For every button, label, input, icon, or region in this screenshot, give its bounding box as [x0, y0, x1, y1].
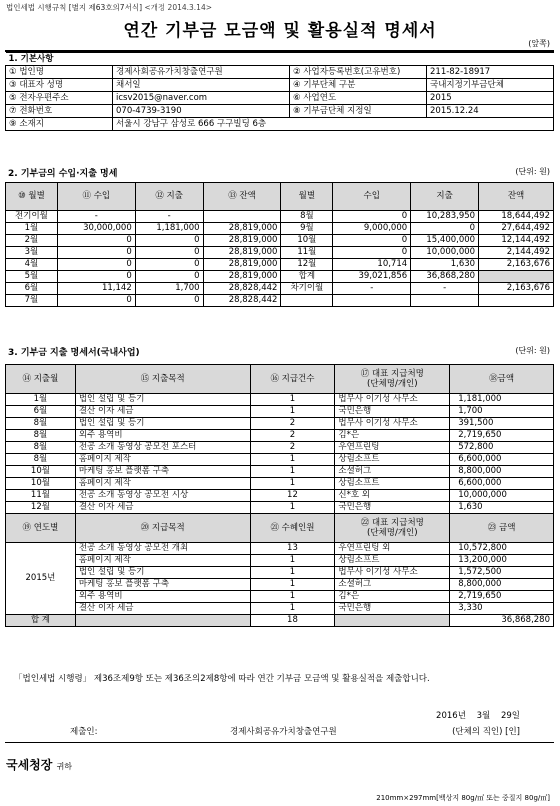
date-month: 3	[476, 711, 483, 721]
table-row	[6, 295, 554, 307]
col-month: ⑩ 월별	[6, 183, 58, 211]
expense-purpose: 결산 이자 세금	[75, 502, 250, 514]
field-num: ①	[9, 67, 17, 77]
table-row	[6, 283, 554, 295]
expense-cell: 0	[135, 295, 203, 307]
col-payee: ⑰ 대표 지급처명	[360, 369, 424, 379]
basic-heading: 1. 기본사항	[6, 53, 554, 66]
income-expense-table	[5, 182, 554, 307]
expense-cell: 1,700	[135, 283, 203, 295]
col-amount: ⑱금액	[450, 365, 554, 394]
month-cell: 전기이월	[6, 211, 58, 223]
expense-cell: 36,868,280	[411, 271, 479, 283]
field-label: 법인명	[19, 67, 44, 77]
date-day: 29	[500, 711, 512, 721]
table-row	[6, 502, 554, 514]
divider-bottom	[5, 742, 554, 743]
expense-cell: 0	[135, 271, 203, 283]
expense-count: 2	[250, 418, 335, 430]
table-row	[6, 442, 554, 454]
expense-purpose: 외주 용역비	[75, 430, 250, 442]
address-label: 소재지	[19, 119, 44, 129]
income-cell: 11,142	[57, 283, 135, 295]
table-row	[6, 555, 554, 567]
yearly-payee: 국민은행	[335, 603, 450, 615]
table-row	[6, 490, 554, 502]
balance-cell: 28,828,442	[203, 283, 281, 295]
table-row	[6, 579, 554, 591]
table-row	[6, 454, 554, 466]
expense-amount: 1,181,000	[450, 394, 554, 406]
expense-payee: 김*은	[335, 430, 450, 442]
yearly-purpose: 마케팅 홍보 플랫폼 구축	[75, 579, 250, 591]
expense-purpose: 결산 이자 세금	[75, 406, 250, 418]
month-cell: 3월	[6, 247, 58, 259]
basic-row	[6, 66, 554, 79]
yearly-count: 1	[250, 579, 335, 591]
total-label: 합 계	[6, 615, 76, 627]
expense-amount: 6,600,000	[450, 478, 554, 490]
page-side-label: (앞쪽)	[528, 39, 550, 48]
month-cell: 12월	[281, 259, 333, 271]
balance-cell: 28,819,000	[203, 223, 281, 235]
month-cell: 5월	[6, 271, 58, 283]
balance-cell: 28,819,000	[203, 247, 281, 259]
declaration-text: 「법인세법 시행령」 제36조제9항 또는 제36조의2제8항에 따라 연간 기부금 모금액 및 활용실적을 제출합니다.	[14, 674, 430, 684]
table-row	[6, 591, 554, 603]
col-month2: 월별	[281, 183, 333, 211]
expense-purpose: 마케팅 홍보 플랫폼 구축	[75, 466, 250, 478]
expense-month: 8월	[6, 454, 76, 466]
balance-cell: 28,819,000	[203, 259, 281, 271]
field-label: 대표자 성명	[19, 80, 64, 90]
table-row	[6, 223, 554, 235]
expense-count: 2	[250, 430, 335, 442]
field-label: 사업자등록번호(고유번호)	[303, 67, 401, 77]
yearly-amount: 10,572,800	[450, 543, 554, 555]
yearly-amount: 2,719,650	[450, 591, 554, 603]
expense-payee: 국민은행	[335, 406, 450, 418]
expense-count: 1	[250, 394, 335, 406]
income-cell: -	[333, 283, 411, 295]
expense-payee: 법무사 이기성 사무소	[335, 394, 450, 406]
field-value: 2015.12.24	[427, 105, 554, 118]
expense-month: 8월	[6, 430, 76, 442]
expense-amount: 1,700	[450, 406, 554, 418]
yearly-purpose: 법인 설립 및 등기	[75, 567, 250, 579]
table-row	[6, 603, 554, 615]
total-count: 18	[250, 615, 335, 627]
field-value: 국내지정기부금단체	[427, 79, 554, 92]
field-num: ④	[293, 80, 301, 90]
yearly-payee: 우연프린팅 외	[335, 543, 450, 555]
basic-info-table	[5, 52, 554, 131]
expense-cell: 10,000,000	[411, 247, 479, 259]
income-cell: 0	[333, 247, 411, 259]
field-label: 사업연도	[303, 93, 337, 103]
expense-amount: 10,000,000	[450, 490, 554, 502]
col-purpose2: ⑳ 지급목적	[75, 514, 250, 543]
col-beneficiaries: ㉑ 수혜인원	[250, 514, 335, 543]
field-value: 211-82-18917	[427, 66, 554, 79]
col-payee-sub: (단체명/개인)	[367, 379, 418, 389]
month-cell: 7월	[6, 295, 58, 307]
table-row	[6, 406, 554, 418]
income-cell: 0	[57, 247, 135, 259]
income-cell: 0	[57, 259, 135, 271]
income-cell: 39,021,856	[333, 271, 411, 283]
income-cell: 10,714	[333, 259, 411, 271]
expense-cell: 10,283,950	[411, 211, 479, 223]
table-row	[6, 543, 554, 555]
col-income2: 수입	[333, 183, 411, 211]
field-label: 전자우편주소	[19, 93, 69, 103]
col-expense-month: ⑭ 지출월	[6, 365, 76, 394]
table-row	[6, 271, 554, 283]
col-payee2-sub: (단체명/개인)	[367, 528, 418, 538]
month-cell: 4월	[6, 259, 58, 271]
col-balance2: 잔액	[479, 183, 554, 211]
yearly-payee: 김*은	[335, 591, 450, 603]
date-year-unit: 년	[457, 711, 466, 721]
expense-month: 12월	[6, 502, 76, 514]
yearly-amount: 13,200,000	[450, 555, 554, 567]
income-cell: 0	[333, 235, 411, 247]
expense-cell: 0	[411, 223, 479, 235]
month-cell: 6월	[6, 283, 58, 295]
income-cell: 0	[57, 235, 135, 247]
yearly-count: 13	[250, 543, 335, 555]
expense-cell: -	[135, 211, 203, 223]
expense-count: 1	[250, 466, 335, 478]
address-num: ⑨	[9, 119, 17, 129]
expense-cell: 1,630	[411, 259, 479, 271]
table-row	[6, 259, 554, 271]
table-row	[6, 394, 554, 406]
income-cell: 0	[333, 211, 411, 223]
expense-month: 11월	[6, 490, 76, 502]
date-year: 2016	[436, 711, 458, 721]
month-cell: 11월	[281, 247, 333, 259]
expense-month: 1월	[6, 394, 76, 406]
expense-cell: 0	[135, 259, 203, 271]
expense-count: 1	[250, 502, 335, 514]
yearly-purpose: 외주 용역비	[75, 591, 250, 603]
yearly-count: 1	[250, 591, 335, 603]
seal-label: (단체의 직인) [인]	[452, 727, 520, 737]
basic-row	[6, 105, 554, 118]
expense-month: 10월	[6, 478, 76, 490]
yearly-payee: 상림소프트	[335, 555, 450, 567]
balance-cell: 28,819,000	[203, 271, 281, 283]
expense-month: 6월	[6, 406, 76, 418]
total-row	[6, 615, 554, 627]
expense-purpose: 법인 설립 및 등기	[75, 394, 250, 406]
field-label: 전화번호	[19, 106, 53, 116]
income-cell: -	[57, 211, 135, 223]
col-expense: ⑫ 지출	[135, 183, 203, 211]
income-cell: 30,000,000	[57, 223, 135, 235]
yearly-purpose: 전공 소개 동영상 공모전 개최	[75, 543, 250, 555]
recipient-suffix: 귀하	[56, 762, 73, 771]
yearly-amount: 8,800,000	[450, 579, 554, 591]
balance-cell	[203, 211, 281, 223]
income-cell: 0	[57, 295, 135, 307]
income-cell: 0	[57, 271, 135, 283]
field-label: 기부단체 구분	[303, 80, 356, 90]
table-row	[6, 211, 554, 223]
basic-row	[6, 92, 554, 105]
regulation-text: 법인세법 시행규칙 [별지 제63호의7서식]	[6, 3, 142, 12]
expense-purpose: 홈페이지 제작	[75, 454, 250, 466]
balance-cell: 2,163,676	[479, 259, 554, 271]
yearly-amount: 3,330	[450, 603, 554, 615]
form-header	[6, 2, 212, 13]
expense-count: 2	[250, 442, 335, 454]
expense-cell: 15,400,000	[411, 235, 479, 247]
section2-unit: (단위: 원)	[515, 167, 550, 176]
month-cell: 합계	[281, 271, 333, 283]
expense-month: 8월	[6, 418, 76, 430]
table-row	[6, 235, 554, 247]
table-row	[6, 466, 554, 478]
expense-payee: 국민은행	[335, 502, 450, 514]
expense-payee: 소셜허그	[335, 466, 450, 478]
recipient-name: 국세청장	[6, 758, 53, 772]
field-num: ⑧	[293, 106, 301, 116]
balance-cell: 27,644,492	[479, 223, 554, 235]
date-month-unit: 월	[482, 711, 491, 721]
expense-amount: 1,630	[450, 502, 554, 514]
expense-payee: 우연프린팅	[335, 442, 450, 454]
col-balance: ⑬ 잔액	[203, 183, 281, 211]
year-cell: 2015년	[6, 543, 76, 615]
table-row	[6, 430, 554, 442]
month-cell: 1월	[6, 223, 58, 235]
col-income: ⑪ 수입	[57, 183, 135, 211]
balance-cell	[479, 271, 554, 283]
col-amount2: ㉓ 금액	[450, 514, 554, 543]
field-num: ②	[293, 67, 301, 77]
balance-cell: 12,144,492	[479, 235, 554, 247]
col-year: ⑲ 연도별	[6, 514, 76, 543]
field-label: 기부금단체 지정일	[303, 106, 372, 116]
address-value: 서울시 강남구 삼성로 666 구구빌딩 6층	[113, 118, 554, 131]
paper-spec: 210mm×297mm[백상지 80g/㎡ 또는 중질지 80g/㎡]	[376, 794, 550, 802]
yearly-count: 1	[250, 555, 335, 567]
yearly-purpose: 결산 이자 세금	[75, 603, 250, 615]
section3-unit: (단위: 원)	[515, 346, 550, 355]
expense-cell: -	[411, 283, 479, 295]
field-value: 채서일	[113, 79, 290, 92]
table-row	[6, 418, 554, 430]
month-cell: 8월	[281, 211, 333, 223]
section3-heading: 3. 기부금 지출 명세서(국내사업)	[8, 348, 140, 358]
expense-cell: 1,181,000	[135, 223, 203, 235]
yearly-purpose: 홈페이지 제작	[75, 555, 250, 567]
col-count: ⑯ 지급건수	[250, 365, 335, 394]
expense-purpose: 전공 소개 동영상 공모전 포스터	[75, 442, 250, 454]
total-amount: 36,868,280	[450, 615, 554, 627]
expense-cell: 0	[135, 235, 203, 247]
section2-heading: 2. 기부금의 수입·지출 명세	[8, 169, 118, 179]
revision-text: <개정 2014.3.14>	[144, 3, 213, 12]
document-title: 연간 기부금 모금액 및 활용실적 명세서	[123, 21, 437, 41]
expense-count: 1	[250, 454, 335, 466]
field-num: ③	[9, 80, 17, 90]
field-value: 2015	[427, 92, 554, 105]
expense-purpose: 홈페이지 제작	[75, 478, 250, 490]
expense-payee: 상림소프트	[335, 478, 450, 490]
expense-count: 12	[250, 490, 335, 502]
yearly-amount: 1,572,500	[450, 567, 554, 579]
month-cell: 9월	[281, 223, 333, 235]
balance-cell: 18,644,492	[479, 211, 554, 223]
submission-date	[436, 709, 520, 721]
expense-payee: 법무사 이기성 사무소	[335, 418, 450, 430]
table-row	[6, 247, 554, 259]
expense-cell: 0	[135, 247, 203, 259]
table-row	[6, 478, 554, 490]
expense-payee: 신*호 외	[335, 490, 450, 502]
recipient	[6, 756, 72, 773]
expense-month: 8월	[6, 442, 76, 454]
field-value: 경제사회공유가치창출연구원	[113, 66, 290, 79]
address-row	[6, 118, 554, 131]
table-row	[6, 567, 554, 579]
field-num: ⑦	[9, 106, 17, 116]
expense-amount: 572,800	[450, 442, 554, 454]
expense-payee: 상림소프트	[335, 454, 450, 466]
field-num: ⑥	[293, 93, 301, 103]
month-cell: 10월	[281, 235, 333, 247]
expense-count: 1	[250, 478, 335, 490]
col-expense2: 지출	[411, 183, 479, 211]
expense-month: 10월	[6, 466, 76, 478]
applicant-name: 경제사회공유가치창출연구원	[230, 727, 337, 737]
yearly-payee: 법무사 이기성 사무소	[335, 567, 450, 579]
expense-purpose: 전공 소개 동영상 공모전 시상	[75, 490, 250, 502]
yearly-count: 1	[250, 603, 335, 615]
month-cell: 차기이월	[281, 283, 333, 295]
expense-purpose: 법인 설립 및 등기	[75, 418, 250, 430]
field-value: icsv2015@naver.com	[113, 92, 290, 105]
col-payee2: ㉒ 대표 지급처명	[360, 518, 424, 528]
expense-amount: 391,500	[450, 418, 554, 430]
balance-cell: 2,163,676	[479, 283, 554, 295]
field-num: ⑤	[9, 93, 17, 103]
expense-count: 1	[250, 406, 335, 418]
balance-cell: 28,819,000	[203, 235, 281, 247]
yearly-count: 1	[250, 567, 335, 579]
income-cell: 9,000,000	[333, 223, 411, 235]
month-cell: 2월	[6, 235, 58, 247]
date-day-unit: 일	[511, 711, 520, 721]
applicant-label: 제출인:	[70, 727, 98, 737]
expense-amount: 6,600,000	[450, 454, 554, 466]
basic-row	[6, 79, 554, 92]
yearly-payee: 소셜허그	[335, 579, 450, 591]
col-purpose: ⑮ 지출목적	[75, 365, 250, 394]
expense-amount: 2,719,650	[450, 430, 554, 442]
expense-amount: 8,800,000	[450, 466, 554, 478]
balance-cell: 2,144,492	[479, 247, 554, 259]
field-value: 070-4739-3190	[113, 105, 290, 118]
balance-cell: 28,828,442	[203, 295, 281, 307]
expense-detail-table	[5, 364, 554, 627]
